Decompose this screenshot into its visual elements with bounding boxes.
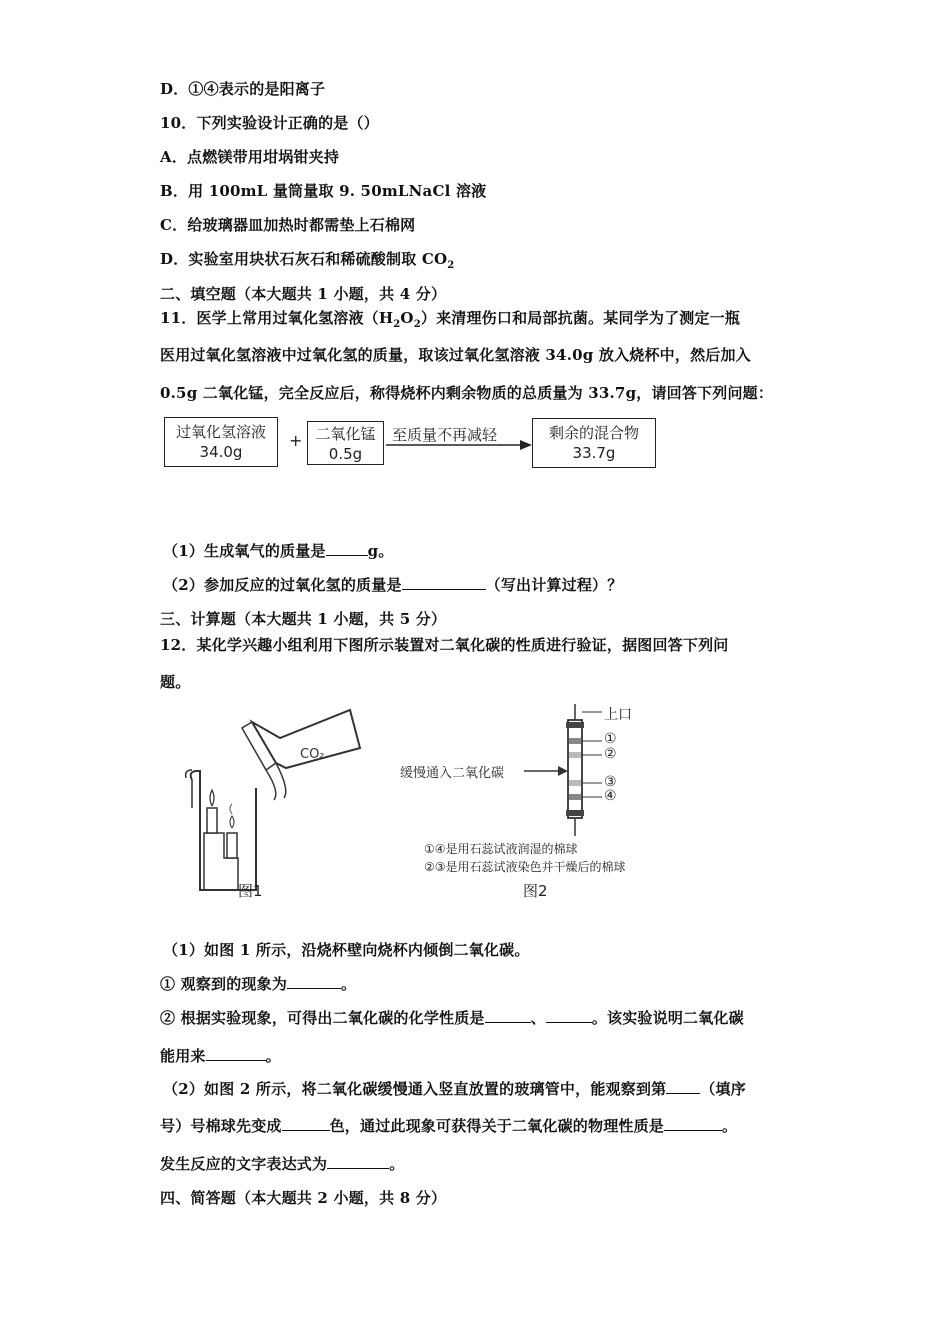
q10-option-d (160, 248, 454, 271)
q12-part-1-2-text: ② 根据实验现象，可得出二氧化碳的化学性质是 (160, 1009, 485, 1027)
q12-part-2 (163, 1078, 746, 1099)
q12-part-1-3 (160, 1045, 281, 1066)
q11-h2o2-sub-2: 2 (413, 319, 421, 330)
diagram-box-h2o2-mass: 34.0g (199, 443, 243, 461)
section-2-title: 二、填空题（本大题共 1 小题，共 4 分） (160, 285, 447, 303)
q12-part-2-line-3-end: 。 (389, 1155, 405, 1173)
q11-line-1-part-a: 11．医学上常用过氧化氢溶液（H (160, 309, 394, 327)
q12-part-1-3-end: 。 (265, 1047, 281, 1065)
q12-part-1-2-tail: 。该实验说明二氧化碳 (591, 1009, 744, 1027)
figure-2-top-label: 上口 (604, 707, 632, 723)
q11-sub-1-text: （1）生成氧气的质量是 (163, 542, 326, 560)
diagram-arrow-label: 至质量不再减轻 (392, 426, 498, 444)
q12-part-1-1-end: 。 (341, 975, 357, 993)
figure-2-ball-3: ③ (604, 774, 617, 790)
q12-line-2: 题。 (160, 673, 191, 691)
q11-sub-1-blank[interactable] (326, 541, 368, 556)
figure-2-inlet-arrow (524, 765, 570, 777)
q11-sub-2-blank[interactable] (402, 575, 486, 590)
q11-h2o2-sub-1: 2 (393, 319, 401, 330)
q12-part-1: （1）如图 1 所示，沿烧杯壁向烧杯内倾倒二氧化碳。 (163, 941, 530, 959)
q12-word-equation-blank[interactable] (327, 1154, 389, 1169)
q12-part-1-2 (160, 1007, 744, 1028)
q10-option-d-subscript: 2 (447, 260, 455, 271)
q10-stem: 10．下列实验设计正确的是（） (160, 114, 379, 132)
q12-part-2-line-3 (160, 1153, 404, 1174)
q11-sub-2-tail: （写出计算过程）？ (485, 576, 623, 594)
q11-line-1 (160, 307, 740, 330)
q12-part-2-line-3-text: 发生反应的文字表达式为 (160, 1155, 328, 1173)
diagram-box-h2o2-name: 过氧化氢溶液 (175, 423, 266, 441)
q11-line-3: 0.5g 二氧化锰，完全反应后，称得烧杯内剩余物质的总质量为 33.7g，请回答下列问题： (160, 384, 774, 402)
q12-phenomenon-blank[interactable] (287, 974, 341, 989)
q12-ball-number-blank[interactable] (666, 1079, 700, 1094)
figure-2-ball-2: ② (604, 746, 617, 762)
figure-2-ball-4: ④ (604, 788, 617, 804)
q12-physical-property-blank[interactable] (664, 1116, 722, 1131)
q12-part-2-line-2-mid: 色，通过此现象可获得关于二氧化碳的物理性质是 (329, 1117, 665, 1135)
diagram-box-h2o2 (164, 417, 278, 467)
q11-line-2: 医用过氧化氢溶液中过氧化氢的质量，取该过氧化氢溶液 34.0g 放入烧杯中，然后加入 (160, 346, 751, 364)
q12-part-2-text: （2）如图 2 所示，将二氧化碳缓慢通入竖直放置的玻璃管中，能观察到第 (163, 1080, 667, 1098)
q12-chem-property-blank-1[interactable] (485, 1008, 531, 1023)
q12-color-blank[interactable] (282, 1116, 330, 1131)
q12-line-1: 12．某化学兴趣小组利用下图所示装置对二氧化碳的性质进行验证，据图回答下列问 (160, 636, 729, 654)
q12-usage-blank[interactable] (206, 1046, 266, 1061)
q11-sub-1-unit: g。 (367, 542, 394, 560)
diagram-box-mno2-name: 二氧化锰 (315, 425, 376, 443)
q12-part-1-1 (160, 973, 356, 994)
figure-2-ball-1: ① (604, 731, 617, 747)
q11-sub-2-text: （2）参加反应的过氧化氢的质量是 (163, 576, 402, 594)
q12-part-1-2-sep: 、 (530, 1009, 546, 1027)
section-3-title: 三、计算题（本大题共 1 小题，共 5 分） (160, 610, 447, 628)
q9-option-d: D．①④表示的是阳离子 (160, 80, 326, 98)
diagram-box-remaining-mass: 33.7g (572, 444, 616, 462)
q12-part-2-line-2 (160, 1115, 737, 1136)
q12-chem-property-blank-2[interactable] (546, 1008, 592, 1023)
q11-sub-2 (163, 574, 622, 595)
q12-part-1-1-text: ① 观察到的现象为 (160, 975, 288, 993)
figure-1-bottle-label: CO₂ (300, 747, 325, 762)
q12-part-2-tail: （填序 (700, 1080, 746, 1098)
q10-option-d-text: D．实验室用块状石灰石和稀硫酸制取 CO (160, 250, 448, 268)
q11-sub-1 (163, 540, 394, 561)
diagram-box-mno2 (307, 421, 384, 465)
diagram-box-remaining-name: 剩余的混合物 (548, 424, 639, 442)
q10-option-c: C．给玻璃器皿加热时都需垫上石棉网 (160, 216, 416, 234)
diagram-plus-sign: + (289, 431, 303, 450)
diagram-box-remaining (532, 418, 656, 468)
q10-option-b: B．用 100mL 量筒量取 9. 50mLNaCl 溶液 (160, 182, 487, 200)
figure-2-note-1: ①④是用石蕊试液润湿的棉球 (424, 842, 578, 856)
q10-option-a: A．点燃镁带用坩埚钳夹持 (160, 148, 340, 166)
figure-2-inlet-label: 缓慢通入二氧化碳 (400, 766, 505, 781)
figure-2-caption: 图2 (523, 882, 548, 900)
figure-1-caption: 图1 (238, 882, 263, 900)
figure-2-note-2: ②③是用石蕊试液染色并干燥后的棉球 (424, 860, 626, 874)
q12-part-2-line-2-end: 。 (722, 1117, 738, 1135)
q12-part-1-3-text: 能用来 (160, 1047, 206, 1065)
figure-1-candles (180, 708, 365, 903)
q11-line-1-part-b: O (400, 309, 414, 327)
q12-part-2-line-2-text: 号）号棉球先变成 (160, 1117, 282, 1135)
section-4-title: 四、简答题（本大题共 2 小题，共 8 分） (160, 1189, 447, 1207)
diagram-reaction-arrow (384, 438, 534, 452)
q11-line-1-part-c: ）来清理伤口和局部抗菌。某同学为了测定一瓶 (420, 309, 741, 327)
diagram-box-mno2-mass: 0.5g (328, 445, 363, 463)
